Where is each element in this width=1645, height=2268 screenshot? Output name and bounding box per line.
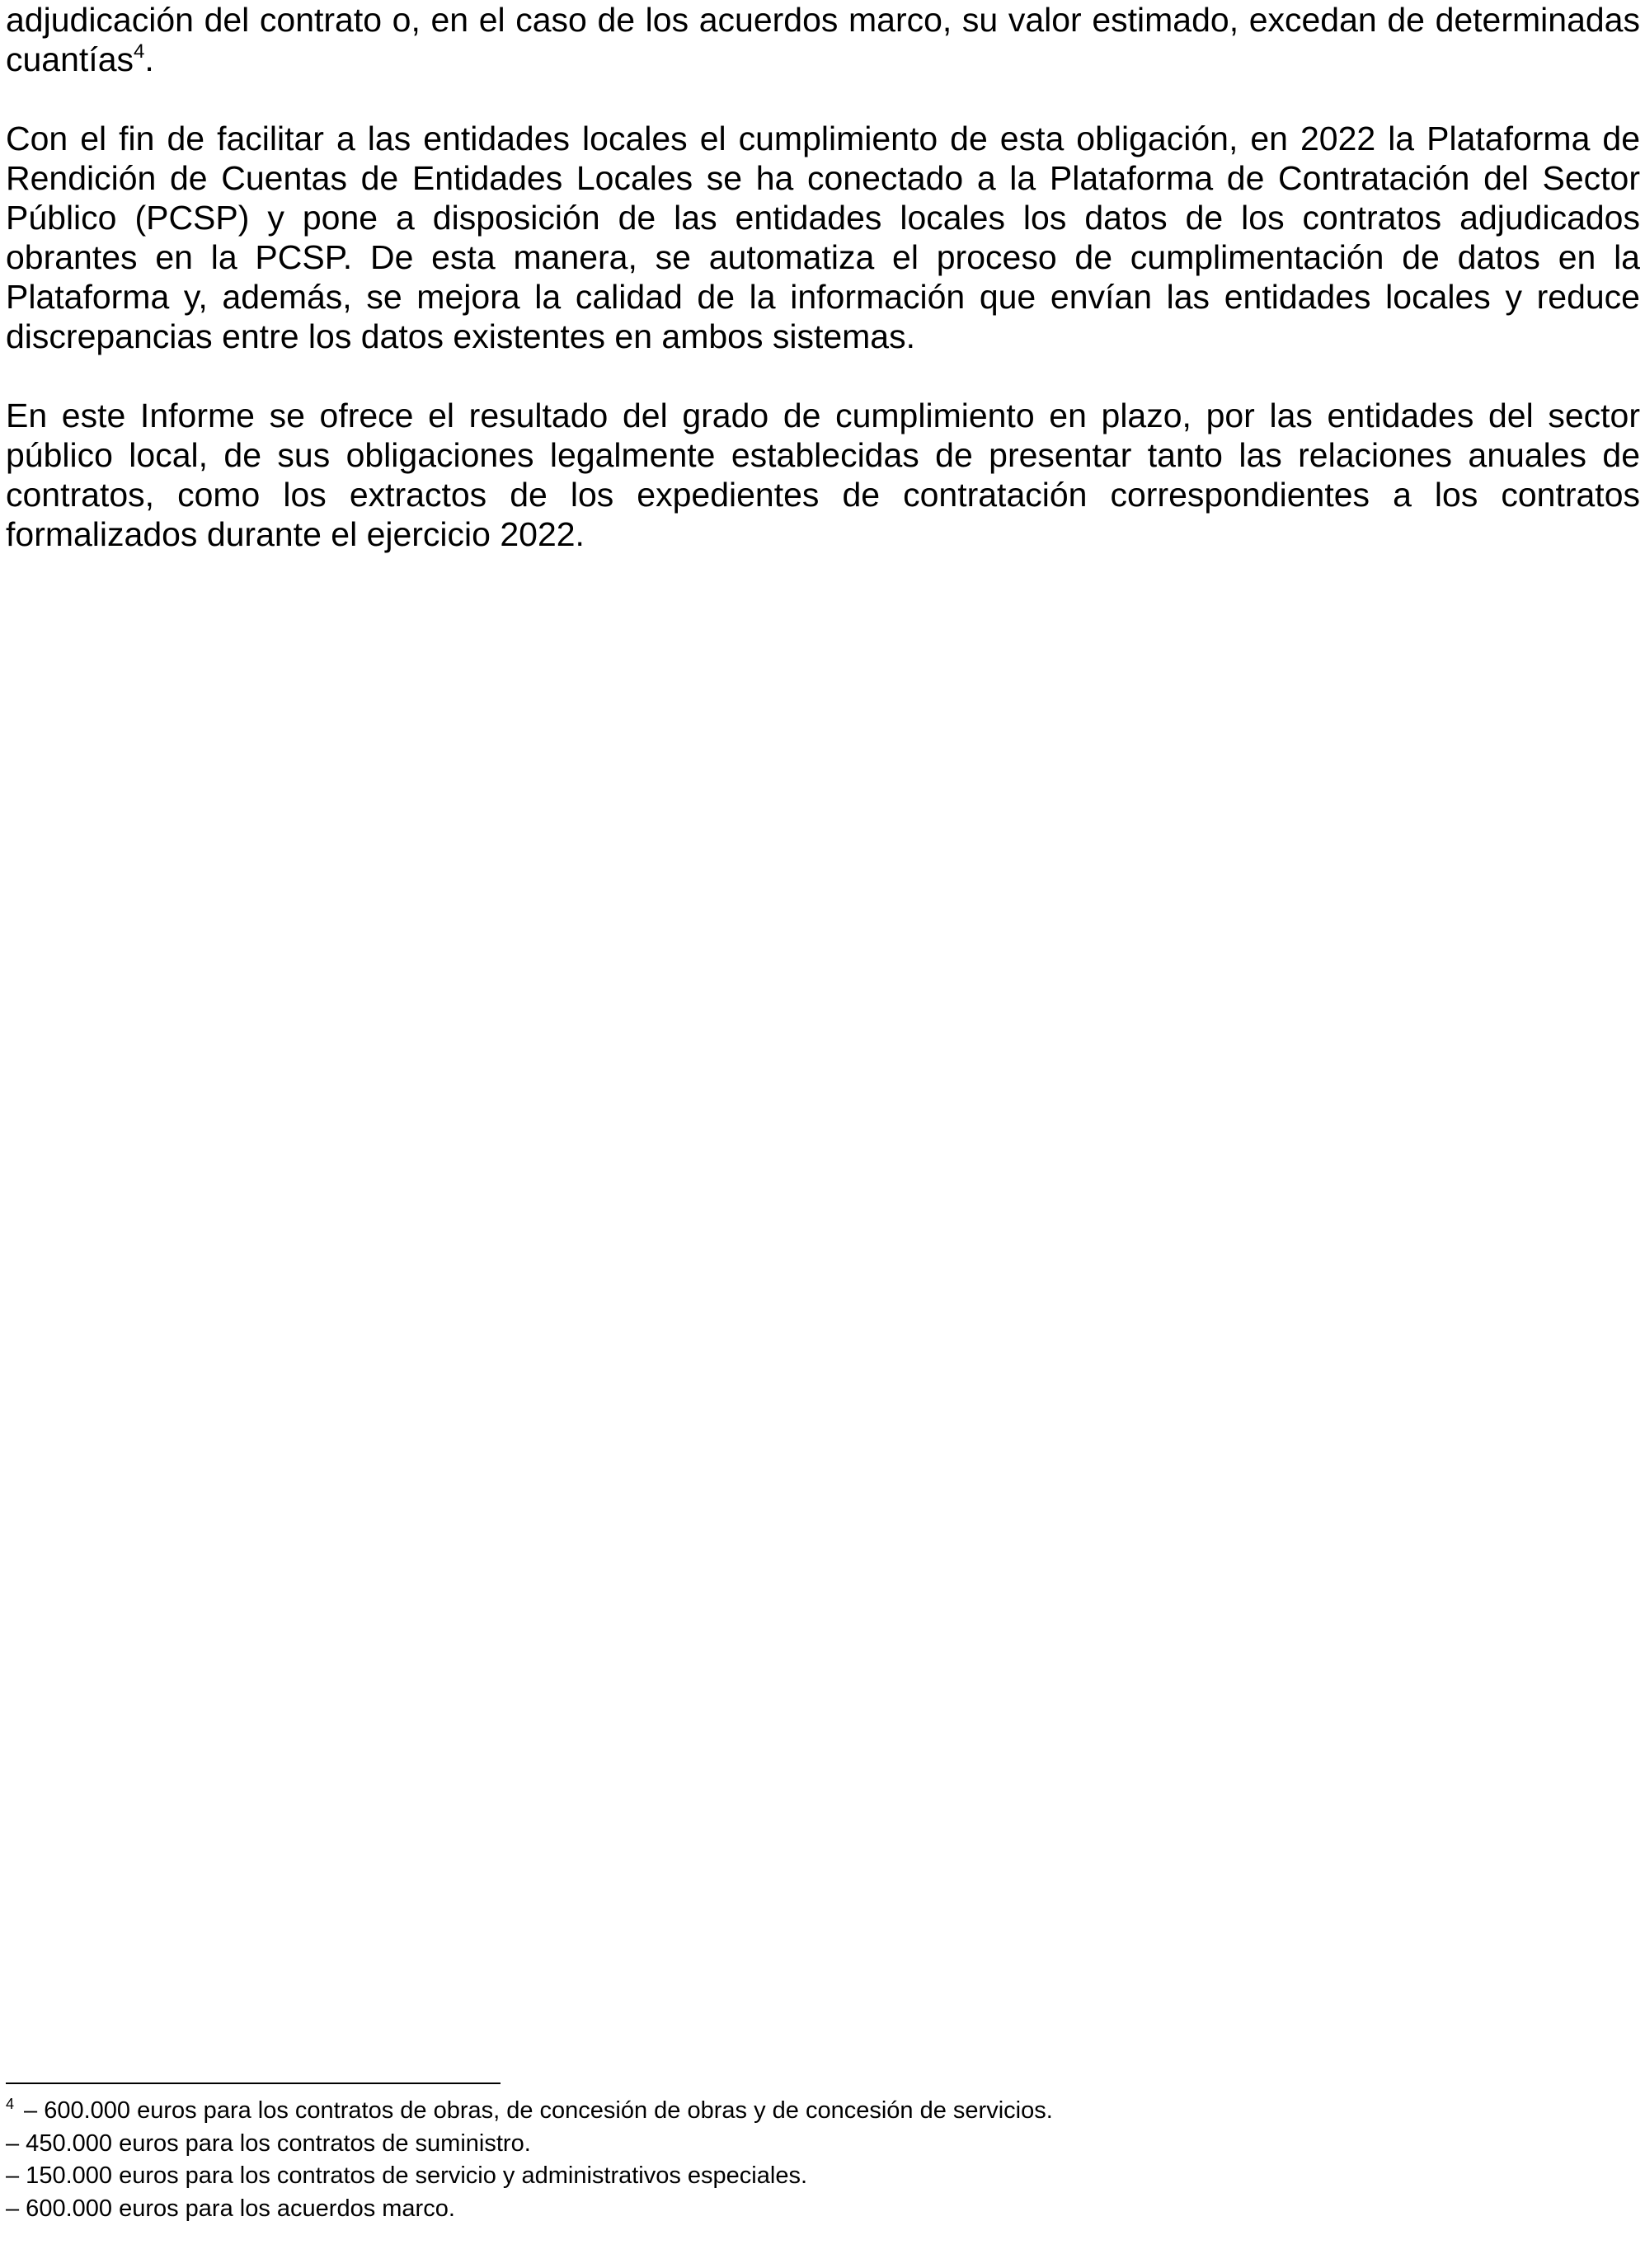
paragraph-3-text: En este Informe se ofrece el resultado del grado de cumplimiento en plazo, por las entidades del sector público local, de sus obligaciones legalmente establecidas de presentar tanto las relaciones anuales de contratos, como los extractos de los expedientes de contratación correspondientes a los contratos formalizados durante el ejercicio 2022. [6, 397, 1640, 553]
footnote-separator [6, 2083, 501, 2084]
footnote-reference[interactable]: 4 [134, 40, 145, 63]
footnote-line-text: – 600.000 euros para los contratos de obras, de concesión de obras y de concesión de servicios. [24, 2097, 1053, 2124]
paragraph-1 [6, 0, 1640, 79]
paragraph-3 [6, 396, 1640, 554]
footnote-line-3 [6, 2160, 1640, 2193]
paragraph-2 [6, 119, 1640, 356]
footnote-line-4 [6, 2193, 1640, 2226]
footnote-line-text: – 150.000 euros para los contratos de servicio y administrativos especiales. [6, 2162, 808, 2189]
footnote-line-2 [6, 2128, 1640, 2161]
paragraph-1-end: . [144, 40, 154, 78]
paragraph-1-text: adjudicación del contrato o, en el caso de los acuerdos marco, su valor estimado, excedan de determinadas cuantías [6, 1, 1640, 78]
footnote-line-text: – 600.000 euros para los acuerdos marco. [6, 2195, 455, 2222]
footnote-area [6, 2095, 1640, 2225]
body-text [6, 0, 1640, 594]
footnote-line-1 [6, 2095, 1640, 2128]
footnote-marker: 4 [6, 2096, 15, 2112]
footnote-line-text: – 450.000 euros para los contratos de suministro. [6, 2129, 531, 2157]
paragraph-2-text: Con el fin de facilitar a las entidades locales el cumplimiento de esta obligación, en 2022 la Plataforma de Rendición de Cuentas de Entidades Locales se ha conectado a la Plataforma de Contratación del Sector Público (PCSP) y pone a disposición de las entidades locales los datos de los contratos adjudicados obrantes en la PCSP. De esta manera, se automatiza el proceso de cumplimentación de datos en la Plataforma y, además, se mejora la calidad de la información que envían las entidades locales y reduce discrepancias entre los datos existentes en ambos sistemas. [6, 120, 1640, 355]
